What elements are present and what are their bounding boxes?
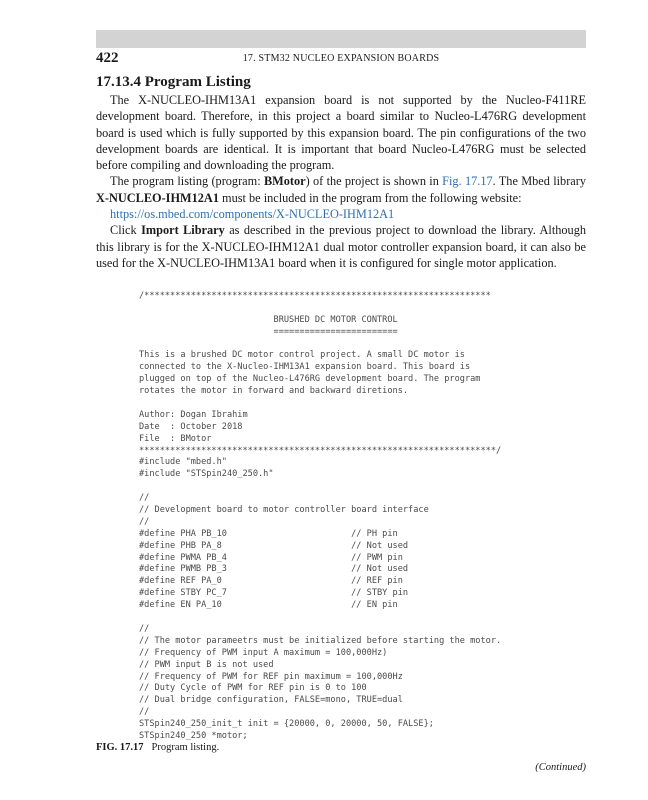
code-line [139,398,579,410]
code-line: STSpin240_250_init_t init = {20000, 0, 20000, 50, FALSE}; [139,719,434,730]
figure-link[interactable]: Fig. 17.17 [442,174,493,189]
code-line [139,339,579,351]
code-line: #define PHA PB_10 // PH pin [139,528,398,539]
code-line: // Frequency of PWM input A maximum = 100,000Hz) [139,647,388,658]
code-line: rotates the motor in forward and backward diretions. [139,386,409,397]
code-line: plugged on top of the Nucleo-L476RG development board. The program [139,374,481,385]
paragraph-2-text: ) of the project is shown in [305,174,443,189]
code-line: File : BMotor [139,433,212,444]
code-line [139,612,579,624]
code-line: Date : October 2018 [139,421,243,432]
code-line: #define PWMB PB_3 // Not used [139,564,409,575]
code-line: #include "mbed.h" [139,457,227,468]
program-name: BMotor [263,174,306,189]
code-line: #define STBY PC_7 // STBY pin [139,588,409,599]
code-line: // [139,516,150,527]
code-line: // [139,707,150,718]
figure-caption [96,742,219,753]
library-url-link[interactable]: https://os.mbed.com/components/X-NUCLEO-IHM12A1 [110,207,395,222]
code-line: // Duty Cycle of PWM for REF pin is 0 to 100 [139,683,367,694]
code-line: // [139,493,150,504]
code-line: // The motor parameetrs must be initialized before starting the motor. [139,635,502,646]
code-line: #include "STSpin240_250.h" [139,469,274,480]
paragraph-2-text: must be included in the program from the following website: [218,190,522,205]
paragraph-3-text: as described in the previous project to download the library. Although this library is for the X-NUCLEO-IHM12A1 dual motor controller expansion board, it can also be used for the X-NUCLEO-IHM13A1 board when it is configured for single motor application. [96,223,586,270]
continued-note: (Continued) [535,762,586,773]
code-line: connected to the X-Nucleo-IHM13A1 expansion board. This board is [139,362,471,373]
body-text [96,92,586,271]
code-line: // Development board to motor controller board interface [139,505,429,516]
code-line: /******************************************************************* [139,291,491,301]
figure-caption-text: Program listing. [151,742,220,753]
library-name: X-NUCLEO-IHM12A1 [96,190,219,205]
import-library-term: Import Library [141,223,225,238]
code-line: ======================== [139,326,398,337]
paragraph-2-text: . The Mbed library [492,174,586,189]
code-line: #define PHB PA_8 // Not used [139,540,409,551]
paragraph-2-text: The program listing (program: [110,174,264,189]
paragraph-2 [96,173,586,206]
code-line: // Frequency of PWM for REF pin maximum = 100,000Hz [139,671,403,682]
code-line: BRUSHED DC MOTOR CONTROL [139,314,398,325]
code-line: This is a brushed DC motor control project. A small DC motor is [139,350,465,361]
paragraph-3 [96,222,586,271]
section-heading [96,74,251,91]
running-header [96,50,586,70]
code-line: #define EN PA_10 // EN pin [139,600,398,611]
code-line: #define PWMA PB_4 // PWM pin [139,552,403,563]
code-line: STSpin240_250 *motor; [139,730,248,741]
running-head: 17. STM32 NUCLEO EXPANSION BOARDS [242,53,440,64]
paragraph-1: The X-NUCLEO-IHM13A1 expansion board is not supported by the Nucleo-F411RE development board. Therefore, in this project a board similar to Nucleo-L476RG development board is used which is fully supported by this expansion board. The pin configurations of the two development boards are identical. It is important that board Nucleo-L476RG must be selected before compiling and downloading the program. [96,93,586,173]
code-line: *********************************************************************/ [139,445,502,456]
figure-label: FIG. 17.17 [96,742,144,753]
code-listing [139,291,579,743]
code-line [139,481,579,493]
header-bar [96,30,586,48]
page-number: 422 [96,50,119,66]
library-url-line [96,206,586,222]
section-title: Program Listing [144,74,251,90]
code-line [139,303,579,315]
section-number: 17.13.4 [96,74,141,90]
paragraph-3-text: Click [110,223,142,238]
code-line: Author: Dogan Ibrahim [139,409,248,420]
code-line: // Dual bridge configuration, FALSE=mono, TRUE=dual [139,695,403,706]
code-line: // [139,623,150,634]
code-line: #define REF PA_0 // REF pin [139,576,403,587]
code-line: // PWM input B is not used [139,659,274,670]
